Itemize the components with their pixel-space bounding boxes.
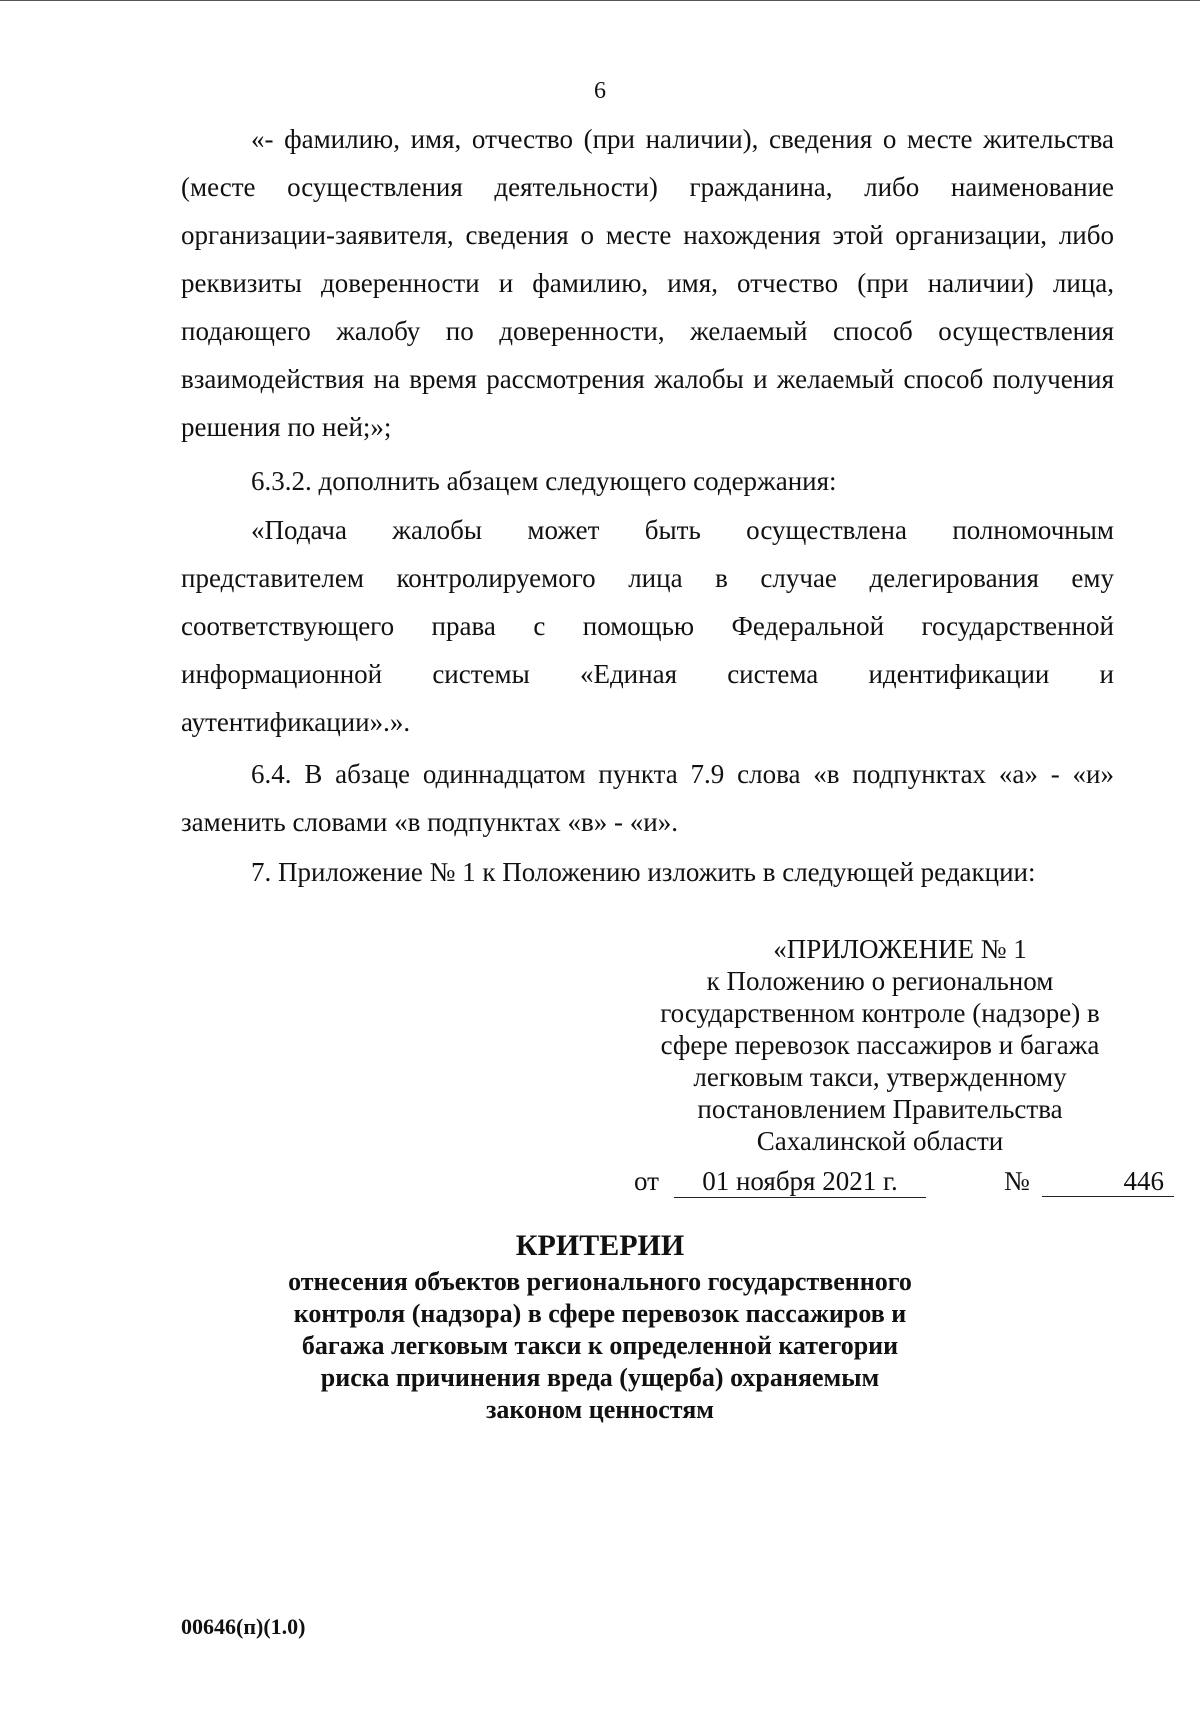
criteria-subtitle-line: отнесения объектов регионального государственного xyxy=(288,1267,912,1296)
date-label: от xyxy=(634,1166,659,1196)
number-label: № xyxy=(1004,1166,1030,1196)
text-line: 6.3.2. дополнить абзацем следующего содержания: xyxy=(251,466,837,496)
appendix-line: Сахалинской области xyxy=(756,1126,1004,1156)
date-value: 01 ноября 2021 г. xyxy=(674,1163,926,1198)
page-number: 6 xyxy=(594,78,606,104)
scan-edge-line xyxy=(0,0,1200,1)
text-line: (месте осуществления деятельности) гражданина, либо наименование xyxy=(181,172,1114,202)
item-7 xyxy=(181,848,1114,896)
appendix-title: «ПРИЛОЖЕНИЕ № 1 xyxy=(773,934,1027,964)
item-6-3-2 xyxy=(181,457,1114,505)
appendix-line: государственном контроле (надзоре) в xyxy=(660,998,1100,1028)
text-line: реквизиты доверенности и фамилию, имя, отчество (при наличии) лица, xyxy=(181,268,1114,298)
text-line: «- фамилию, имя, отчество (при наличии), сведения о месте жительства xyxy=(251,124,1114,154)
appendix-line: к Положению о региональном xyxy=(706,966,1054,996)
criteria-subtitle-line: багажа легковым такси к определенной категории xyxy=(301,1331,899,1360)
item-6-4 xyxy=(181,750,1114,846)
text-line: взаимодействия на время рассмотрения жалобы и желаемый способ получения xyxy=(181,364,1114,394)
text-line: организации-заявителя, сведения о месте нахождения этой организации, либо xyxy=(181,220,1114,250)
appendix-line: постановлением Правительства xyxy=(697,1094,1063,1124)
appendix-header xyxy=(600,933,1160,1157)
text-line: заменить словами «в подпунктах «в» - «и». xyxy=(181,807,678,837)
paragraph-complaint-details xyxy=(181,115,1114,451)
criteria-subtitle-line: контроля (надзора) в сфере перевозок пассажиров и xyxy=(293,1299,907,1328)
number-value: 446 xyxy=(1042,1163,1174,1197)
appendix-line: сфере перевозок пассажиров и багажа xyxy=(660,1030,1100,1060)
criteria-subtitle-line: риска причинения вреда (ущерба) охраняемым xyxy=(320,1363,880,1392)
text-line: подающего жалобу по доверенности, желаемый способ осуществления xyxy=(181,316,1114,346)
text-line: представителем контролируемого лица в случае делегирования ему xyxy=(181,563,1114,593)
criteria-title: КРИТЕРИИ xyxy=(515,1229,685,1262)
text-line: «Подача жалобы может быть осуществлена полномочным xyxy=(251,515,1114,545)
text-line: 6.4. В абзаце одиннадцатом пункта 7.9 слова «в подпунктах «а» - «и» xyxy=(251,759,1114,789)
appendix-date-row xyxy=(634,1163,1174,1199)
text-line: 7. Приложение № 1 к Положению изложить в следующей редакции: xyxy=(251,857,1036,887)
appendix-line: легковым такси, утвержденному xyxy=(693,1062,1067,1092)
criteria-subtitle-line: законом ценностям xyxy=(485,1395,714,1424)
text-line: информационной системы «Единая система идентификации и xyxy=(181,659,1114,689)
text-line: аутентификации».». xyxy=(181,707,411,737)
document-code: 00646(п)(1.0) xyxy=(181,1614,306,1639)
text-line: решения по ней;»; xyxy=(181,412,392,442)
criteria-heading xyxy=(0,1226,1200,1426)
paragraph-representative xyxy=(181,506,1114,746)
text-line: соответствующего права с помощью Федеральной государственной xyxy=(181,611,1114,641)
